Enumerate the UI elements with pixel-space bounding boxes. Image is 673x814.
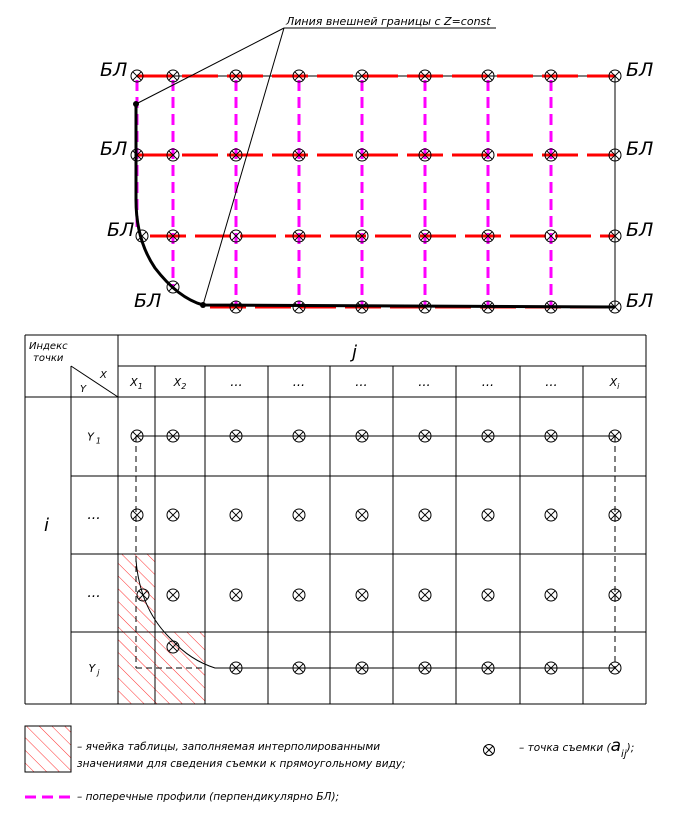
row-header: Y $_j$ (88, 662, 100, 677)
table-survey-point (230, 589, 242, 601)
table-survey-point (293, 589, 305, 601)
table-survey-point (419, 509, 431, 521)
table-grid (25, 335, 646, 704)
bl-label-left-1: БЛ (100, 59, 128, 81)
column-header: ... (355, 375, 368, 390)
legend-hatched-swatch (25, 726, 71, 772)
table-boundary-curve (136, 560, 615, 668)
column-header: $X_i$ (609, 376, 620, 391)
outer-boundary-curve (136, 104, 615, 307)
column-header: ... (230, 375, 243, 390)
axis-y-label: Y (80, 384, 87, 395)
index-table (25, 335, 646, 704)
base-lines (137, 76, 615, 307)
row-header: ... (87, 507, 101, 523)
table-survey-point (167, 589, 179, 601)
header-index-line1: Индекс (29, 341, 68, 352)
table-survey-point (131, 509, 143, 521)
table-survey-point (293, 509, 305, 521)
column-header: $X_2$ (173, 376, 187, 391)
col-group-label: j (352, 342, 358, 363)
table-survey-point (230, 509, 242, 521)
bl-label-left-3: БЛ (107, 219, 135, 241)
callout-leader-2 (203, 28, 284, 305)
row-header: ... (87, 585, 101, 601)
table-survey-point (356, 589, 368, 601)
legend-point-text: – точка съемки (aij); (519, 736, 635, 760)
table-survey-point (419, 589, 431, 601)
plan-survey-points (131, 70, 621, 313)
legend-profile-text: – поперечные профили (перпендикулярно БЛ); (77, 791, 340, 803)
table-survey-point (545, 589, 557, 601)
plan-survey-point (167, 281, 179, 293)
bl-label-right-3: БЛ (626, 219, 654, 241)
bl-label-right-2: БЛ (626, 138, 654, 160)
header-diagonal (71, 366, 118, 397)
plan-view (100, 15, 653, 313)
cross-profiles (137, 80, 551, 307)
row-group-label: i (44, 515, 50, 536)
column-header: ... (545, 375, 558, 390)
bl-label-right-4: БЛ (626, 290, 654, 312)
column-header: ... (481, 375, 495, 390)
bl-label-left-4: БЛ (134, 290, 162, 312)
table-survey-point (167, 509, 179, 521)
boundary-callout-label: Линия внешней границы с Z=const (286, 15, 491, 28)
legend-point-symbol (484, 745, 495, 756)
header-index-line2: точки (33, 353, 64, 364)
column-headers (129, 375, 620, 391)
legend (25, 726, 634, 803)
legend-hatched-line1: – ячейка таблицы, заполняемая интерполированными (77, 741, 381, 753)
column-header: ... (418, 375, 431, 390)
table-survey-point (482, 509, 494, 521)
bl-label-left-2: БЛ (100, 138, 128, 160)
axis-x-label: X (100, 370, 107, 381)
legend-hatched-line2: значениями для сведения съемки к прямоугольному виду; (77, 758, 406, 770)
callout-leader-1 (136, 28, 284, 104)
bl-label-right-1: БЛ (626, 59, 654, 81)
column-header: $X_1$ (130, 376, 143, 391)
table-survey-point (482, 589, 494, 601)
row-header: Y $_1$ (87, 430, 101, 446)
table-survey-point (545, 509, 557, 521)
column-header: ... (292, 375, 306, 390)
table-survey-point (356, 509, 368, 521)
